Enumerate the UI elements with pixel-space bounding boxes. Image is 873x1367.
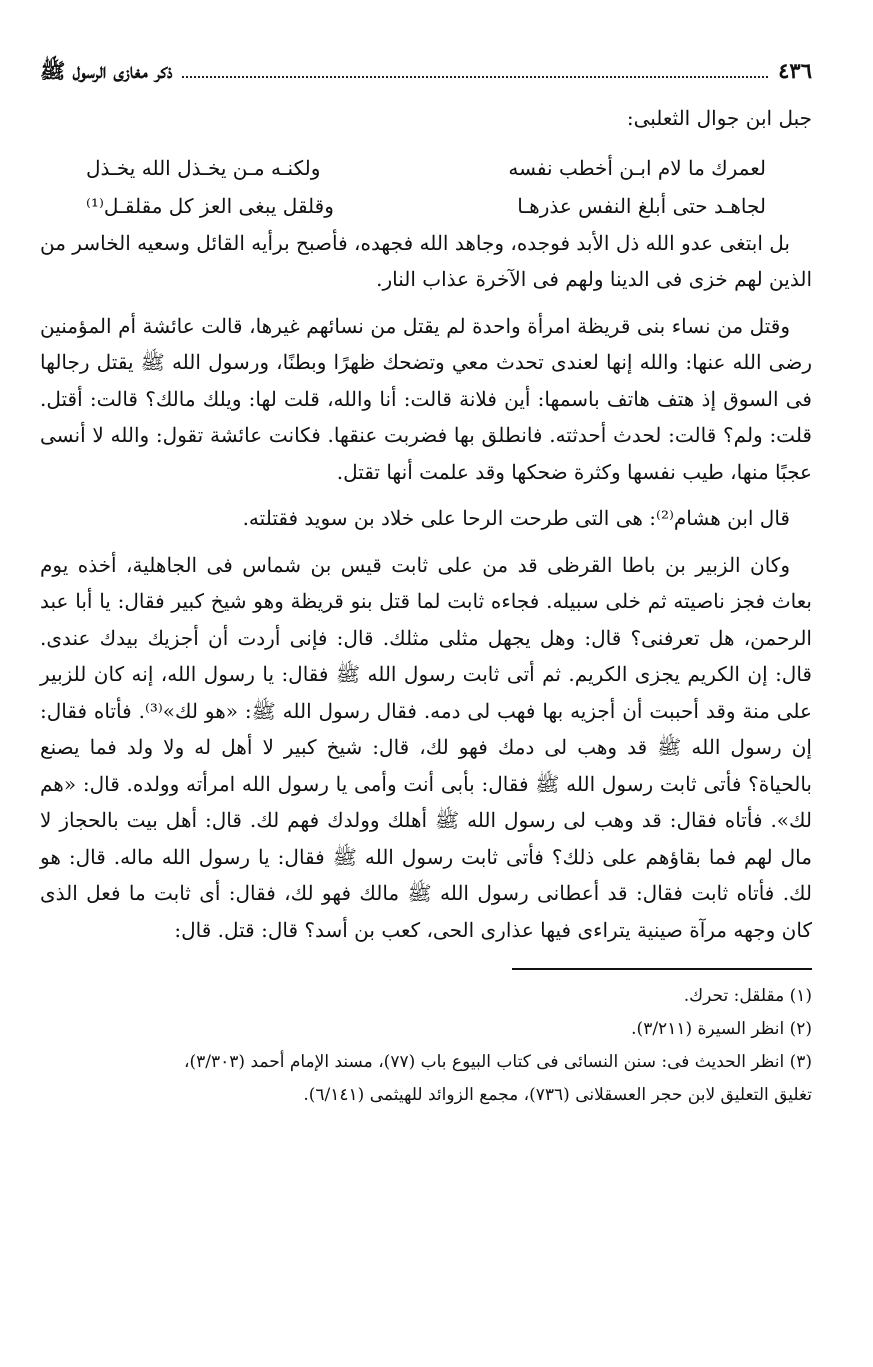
book-page (40, 58, 812, 1112)
poem-verse-2 (86, 187, 766, 225)
paragraph-1: بل ابتغى عدو الله ذل الأبد فوجده، وجاهد الله فجهده، فأصبح برأيه القائل وسعيه الخاسر من الذين لهم خزى فى الدينا ولهم فى الآخرة عذاب النار. (40, 230, 812, 291)
footnote-3-continued: تغليق التعليق لابن حجر العسقلانى (٧٣٦)، مجمع الزوائد للهيثمى (٦/١٤١). (303, 1085, 812, 1105)
paragraph-4: وكان الزبير بن باطا القرظى قد من على ثابت قيس بن شماس فى الجاهلية، أخذه يوم بعاث فجز ناصيته ثم خلى سبيله. فجاءه ثابت لما قتل بنو قريظة وهو شيخ كبير فقال: يا أبا عبد الرحمن، هل تعرفنى؟ قال: وهل يجهل مثلى مثلك. قال: فإنى أردت أن أجزيك بيدك عندى. قال: إن الكريم يجزى الكريم. ثم أتى ثابت رسول الله ﷺ فقال: يا رسول الله، إنه كان للزبير على منة وقد أحببت أن أجزيه بها فهب لى دمه. فقال رسول الله ﷺ: «هو لك»⁽³⁾. فأتاه فقال: إن رسول الله ﷺ قد وهب لى دمك فهو لك، قال: شيخ كبير لا أهل له ولا ولد فما يصنع بالحياة؟ فأتى ثابت رسول الله ﷺ فقال: بأبى أنت وأمى يا رسول الله امرأته وولده. قال: «هم لك». فأتاه فقال: قد وهب لى رسول الله ﷺ أهلك وولدك فهم لك. قال: أهل بيت بالحجاز لا مال لهم فما بقاؤهم على ذلك؟ فأتى ثابت رسول الله ﷺ فقال: يا رسول الله ماله. قال: هو لك. فأتاه ثابت فقال: قد أعطانى رسول الله ﷺ مالك فهو لك، فقال: أى ثابت ما فعل الذى كان وجهه مرآة صينية يتراءى فيها عذارى الحى، كعب بن أسد؟ قال: قتل. قال: (40, 552, 812, 942)
footnote-1: (١) مقلقل: تحرك. (683, 986, 812, 1006)
poem-verse-1 (86, 149, 766, 187)
footnote-separator (512, 968, 812, 970)
verse-2-second-half: وقلقل يبغى العز كل مقلقـل⁽¹⁾ (86, 193, 334, 218)
paragraph-2: وقتل من نساء بنى قريظة امرأة واحدة لم يقتل من نسائهم غيرها، قالت عائشة أم المؤمنين رضى الله عنها: والله إنها لعندى تحدث معي وتضحك ظهرًا وبطنًا، ورسول الله ﷺ يقتل رجالها فى السوق إذ هتف هاتف باسمها: أين فلانة قالت: أنا والله، قلت لها: ويلك مالك؟ قالت: أقتل. قلت: ولم؟ قالت: لحدث أحدثته. فانطلق بها فضربت عنقها. فكانت عائشة تقول: والله لا أنسى عجبًا منها، طيب نفسها وكثرة ضحكها وقد علمت أنها تقتل. (40, 313, 812, 484)
paragraph-3: قال ابن هشام⁽²⁾: هى التى طرحت الرحا على خلاد بن سويد فقتلته. (242, 506, 790, 530)
verse-1-second-half: ولكنـه مـن يخـذل الله يخـذل (86, 155, 321, 180)
poem (86, 149, 766, 225)
page-number: ٤٣٦ (778, 58, 812, 83)
verse-2-first-half: لجاهـد حتى أبلغ النفس عذرهـا (517, 193, 766, 218)
header-dot-leader (182, 76, 768, 78)
intro-line: جبل ابن جوال الثعلبى: (626, 106, 812, 130)
verse-1-first-half: لعمرك ما لام ابـن أخطب نفسه (508, 155, 766, 180)
chapter-title: ذكر مغازى الرسول ﷺ (40, 58, 173, 83)
footnote-3: (٣) انظر الحديث فى: سنن النسائى فى كتاب البيوع باب (٧٧)، مسند الإمام أحمد (٣/٣٠٣)، (184, 1052, 812, 1072)
footnote-2: (٢) انظر السيرة (٣/٢١١). (631, 1019, 812, 1039)
running-header (40, 58, 812, 94)
